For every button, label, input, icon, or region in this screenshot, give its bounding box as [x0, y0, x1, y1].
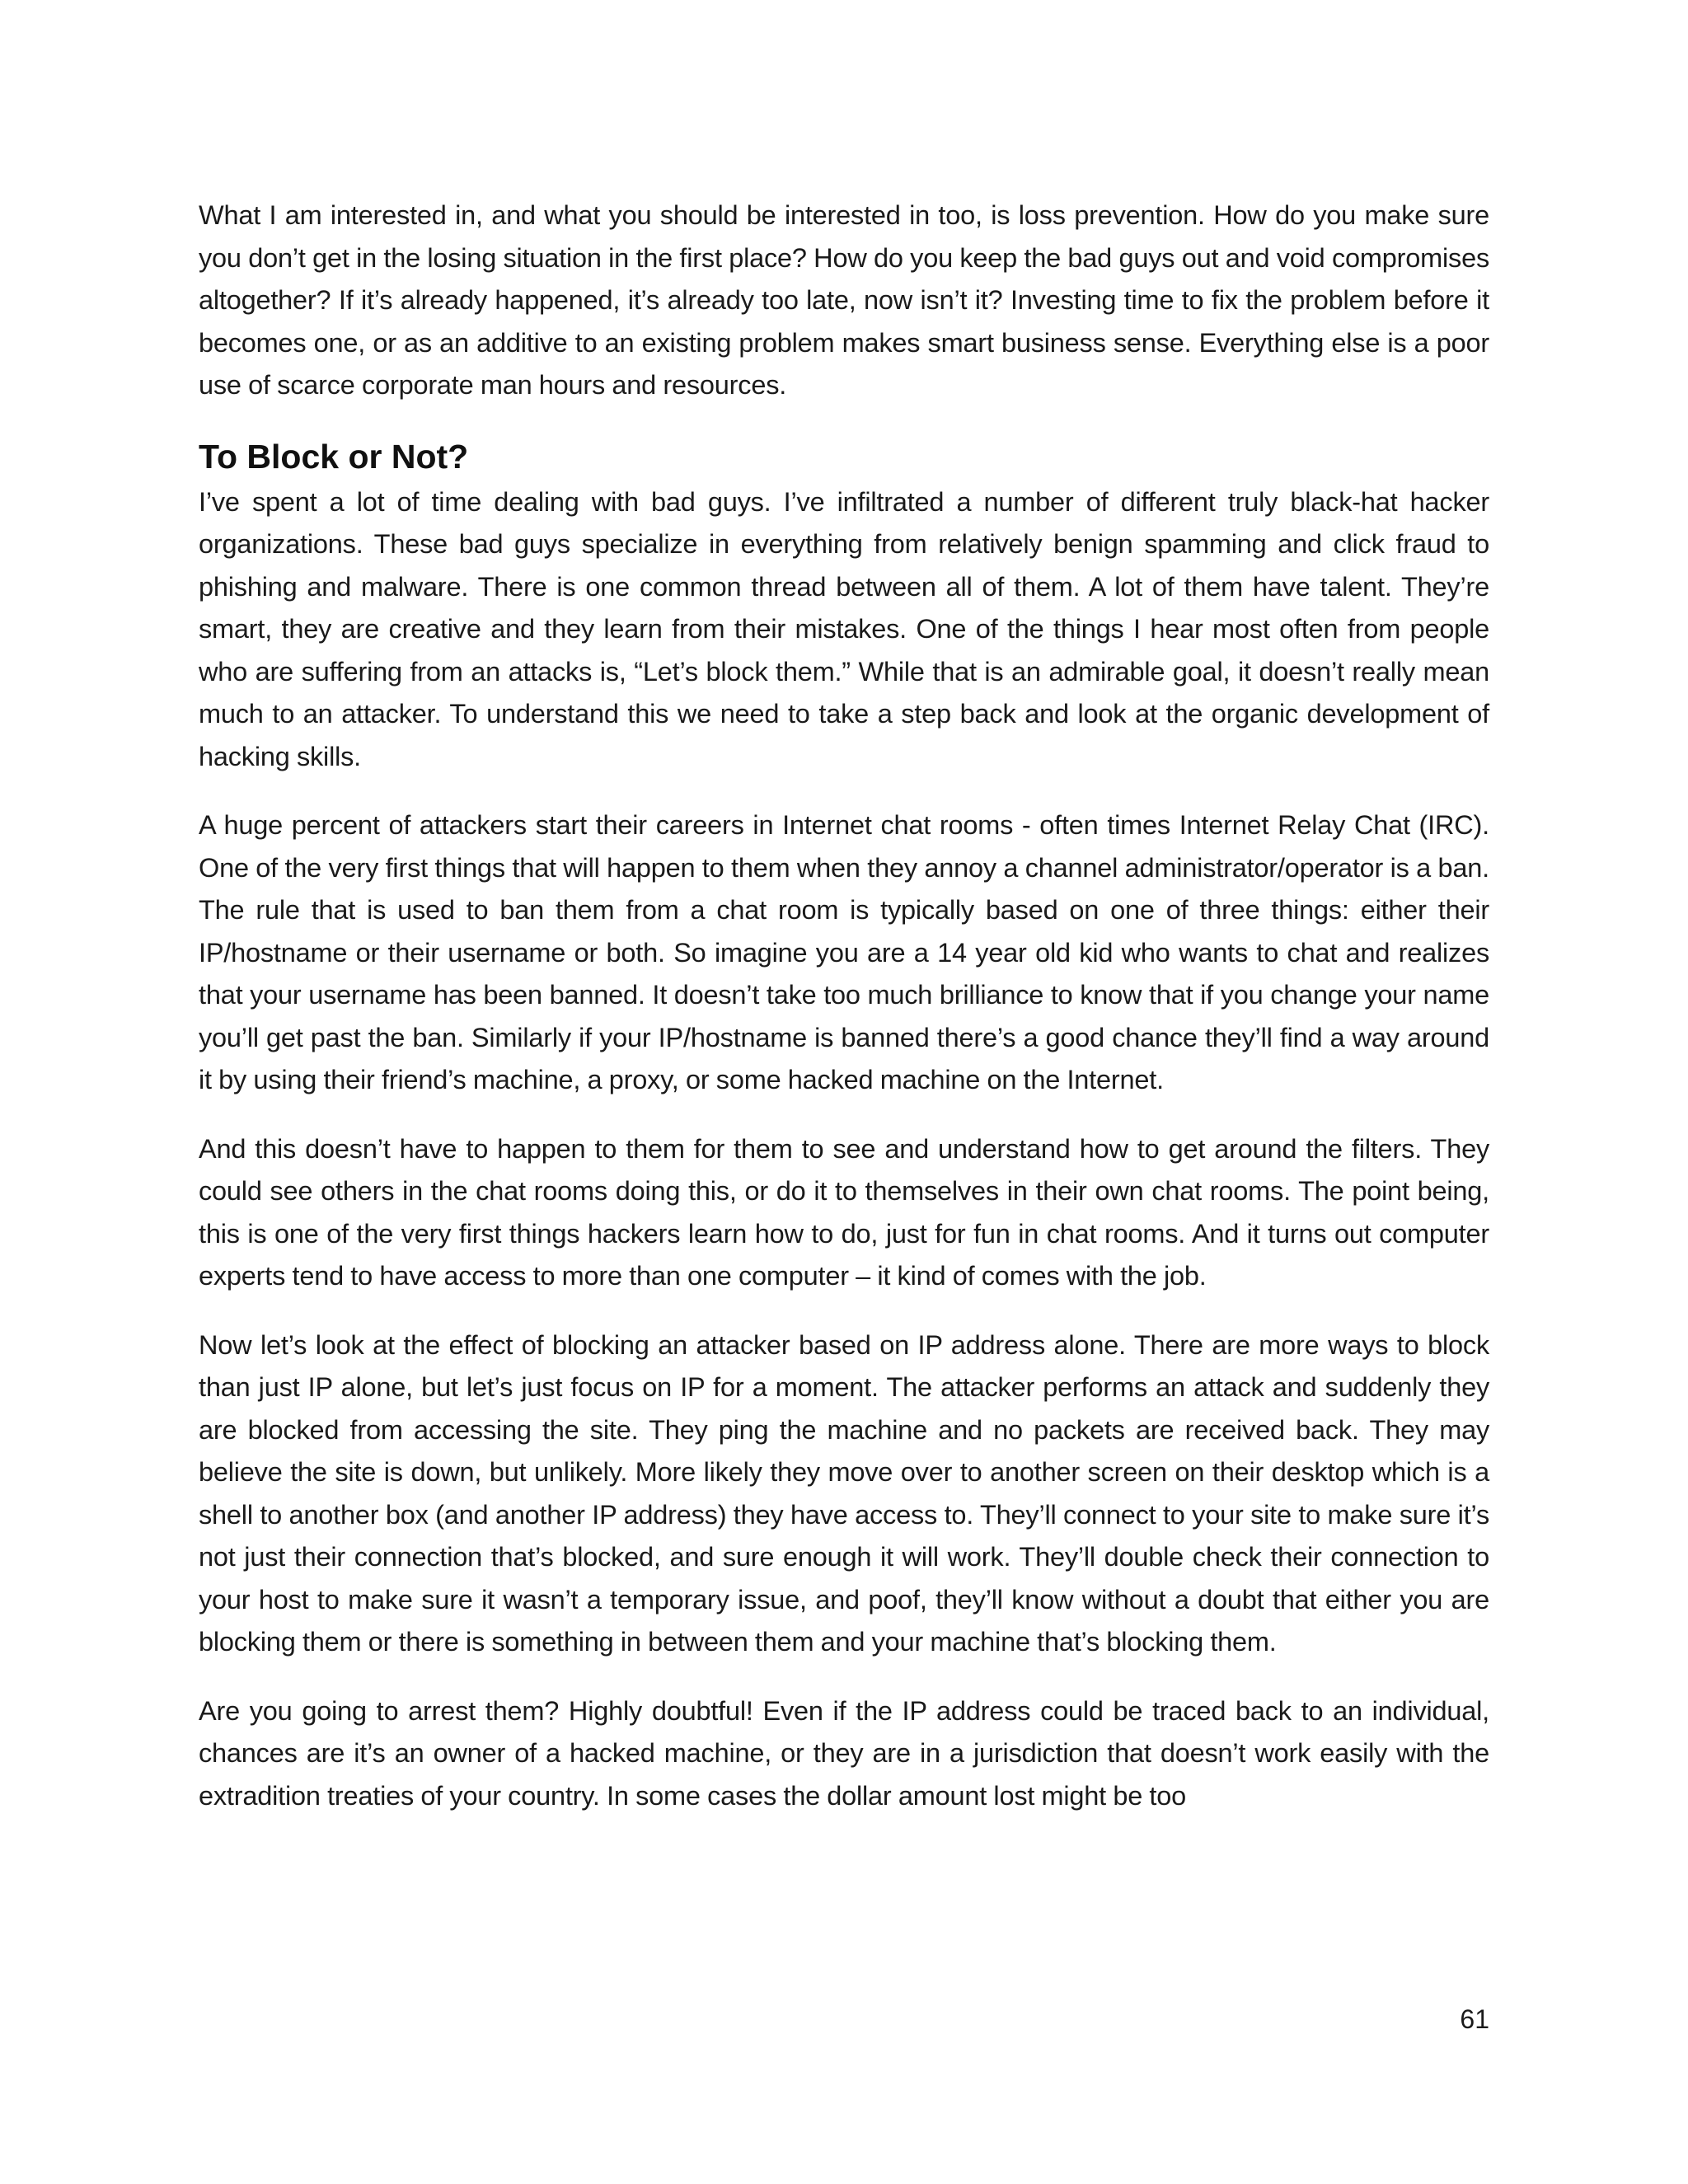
paragraph-loss-prevention: What I am interested in, and what you should be interested in too, is loss prevention. How do you make sure you don’t get in the losing situation in the first place? How do you keep the bad guys out and void compromises altogether? If it’s already happened, it’s already too late, now isn’t it? Investing time to fix the problem before it becomes one, or as an additive to an existing problem makes smart business sense. Everything else is a poor use of scarce corporate man hours and resources.: [199, 200, 1489, 400]
paragraph-ip-blocking: Now let’s look at the effect of blocking an attacker based on IP address alone. There are more ways to block than just IP alone, but let’s just focus on IP for a moment. The attacker performs an attack and suddenly they are blocked from accessing the site. They ping the machine and no packets are received back. They may believe the site is down, but unlikely. More likely they move over to another screen on their desktop which is a shell to another box (and another IP address) they have access to. They’ll connect to your site to make sure it’s not just their connection that’s blocked, and sure enough it will work. They’ll double check their connection to your host to make sure it wasn’t a temporary issue, and poof, they’ll know without a doubt that either you are blocking them or there is something in between them and your machine that’s blocking them.: [199, 1329, 1489, 1657]
page-body: [199, 194, 1489, 1844]
paragraph-arrest: Are you going to arrest them? Highly doubtful! Even if the IP address could be traced back to an individual, chances are it’s an owner of a hacked machine, or they are in a jurisdiction that doesn’t work easily with the extradition treaties of your country. In some cases the dollar amount lost might be too: [199, 1695, 1489, 1811]
page-number: 61: [1460, 2004, 1489, 2034]
section-heading: To Block or Not?: [199, 437, 469, 476]
paragraph-bad-guys: I’ve spent a lot of time dealing with bad guys. I’ve infiltrated a number of different truly black-hat hacker organizations. These bad guys specialize in everything from relatively benign spamming and click fraud to phishing and malware. There is one common thread between all of them. A lot of them have talent. They’re smart, they are creative and they learn from their mistakes. One of the things I hear most often from people who are suffering from an attacks is, “Let’s block them.” While that is an admirable goal, it doesn’t really mean much to an attacker. To understand this we need to take a step back and look at the organic development of hacking skills.: [199, 486, 1489, 771]
paragraph-filters: And this doesn’t have to happen to them for them to see and understand how to get around the filters. They could see others in the chat rooms doing this, or do it to themselves in their own chat rooms. The point being, this is one of the very first things hackers learn how to do, just for fun in chat rooms. And it turns out computer experts tend to have access to more than one computer – it kind of comes with the job.: [199, 1133, 1489, 1291]
paragraph-chat-rooms: A huge percent of attackers start their careers in Internet chat rooms - often times Internet Relay Chat (IRC). One of the very first things that will happen to them when they annoy a channel administrator/operator is a ban. The rule that is used to ban them from a chat room is typically based on one of three things: either their IP/hostname or their username or both. So imagine you are a 14 year old kid who wants to chat and realizes that your username has been banned. It doesn’t take too much brilliance to know that if you change your name you’ll get past the ban. Similarly if your IP/hostname is banned there’s a good chance they’ll find a way around it by using their friend’s machine, a proxy, or some hacked machine on the Internet.: [199, 810, 1489, 1094]
